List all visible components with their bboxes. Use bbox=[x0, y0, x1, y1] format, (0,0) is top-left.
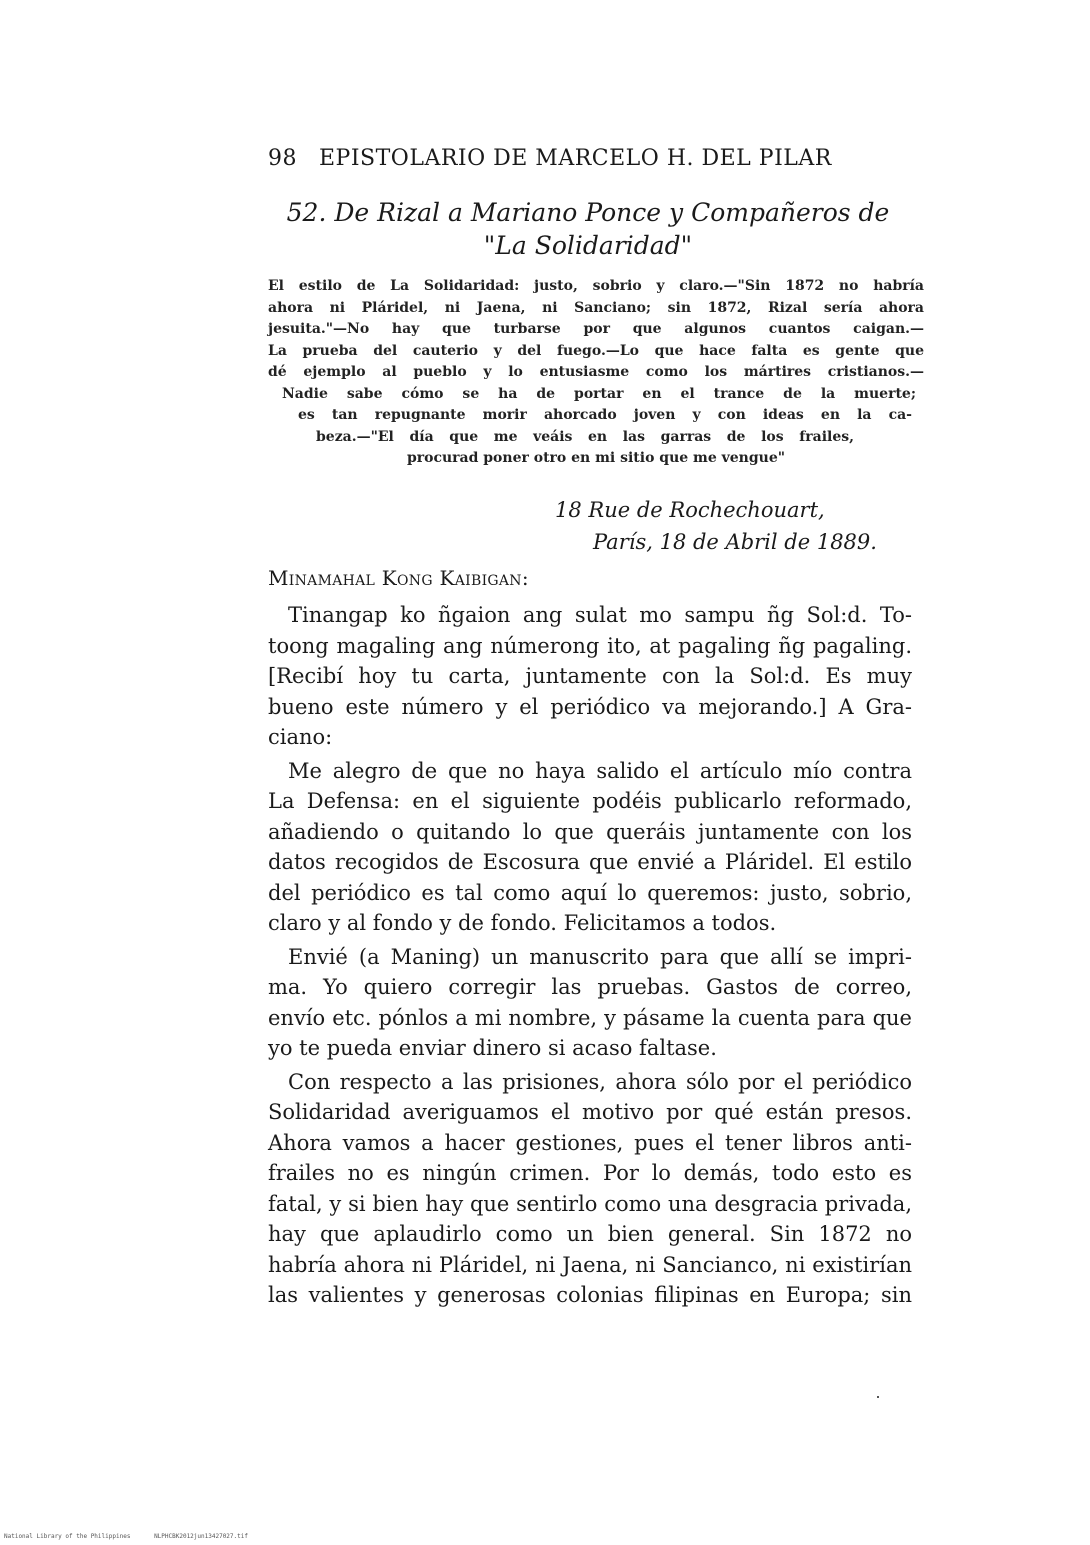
letter-title-line-2: "La Solidaridad" bbox=[483, 231, 693, 260]
body-line: La Defensa: en el siguiente podéis publicarlo reformado, bbox=[268, 789, 912, 813]
body-line: habría ahora ni Pláridel, ni Jaena, ni Sancianco, ni existirían bbox=[268, 1252, 912, 1277]
summary-line: jesuita."—No hay que turbarse por que algunos cuantos caigan.— bbox=[268, 321, 924, 337]
body-line: [Recibí hoy tu carta, juntamente con la Sol:d. Es muy bbox=[268, 664, 912, 688]
letter-address bbox=[555, 494, 895, 558]
letter-title-line-1: 52. De Rizal a Mariano Ponce y Compañeros de bbox=[286, 198, 890, 227]
body-line: añadiendo o quitando lo que queráis juntamente con los bbox=[268, 819, 912, 844]
address-line-1: 18 Rue de Rochechouart, bbox=[555, 498, 825, 522]
summary-line: es tan repugnante morir ahorcado joven y con ideas en la ca- bbox=[298, 407, 912, 423]
body-line: bueno este número y el periódico va mejorando.] A Gra- bbox=[268, 694, 912, 719]
summary-line: dé ejemplo al pueblo y lo entusiasme como los mártires cristianos.— bbox=[268, 364, 924, 380]
footer-library: National Library of the Philippines bbox=[4, 1533, 131, 1540]
letter-title bbox=[268, 196, 908, 262]
footer-file-id: NLPHCBK2012jun13427027.tif bbox=[154, 1533, 248, 1540]
body-line: Envié (a Maning) un manuscrito para que allí se impri- bbox=[288, 944, 912, 969]
scan-speck bbox=[877, 1396, 879, 1398]
body-line: claro y al fondo y de fondo. Felicitamos a todos. bbox=[268, 911, 777, 935]
body-line: yo te pueda enviar dinero si acaso faltase. bbox=[268, 1036, 717, 1060]
body-line: Tinangap ko ñgaion ang sulat mo sampu ñg Sol:d. To- bbox=[288, 603, 912, 627]
body-line: toong magaling ang númerong ito, at pagaling ñg pagaling. bbox=[268, 633, 912, 658]
body-line: ma. Yo quiero corregir las pruebas. Gastos de correo, bbox=[268, 975, 912, 999]
body-line: ciano: bbox=[268, 725, 333, 749]
scan-footer bbox=[4, 1533, 268, 1540]
body-line: frailes no es ningún crimen. Por lo demás, todo esto es bbox=[268, 1161, 912, 1185]
summary-line: ahora ni Pláridel, ni Jaena, ni Sanciano; sin 1872, Rizal sería ahora bbox=[268, 299, 924, 316]
body-line: datos recogidos de Escosura que envié a Pláridel. El estilo bbox=[268, 850, 912, 874]
summary-line: beza.—"El día que me veáis en las garras de los frailes, bbox=[316, 428, 854, 445]
body-line: las valientes y generosas colonias filipinas en Europa; sin bbox=[268, 1283, 912, 1307]
page-number: 98 bbox=[268, 146, 297, 171]
body-line: fatal, y si bien hay que sentirlo como una desgracia privada, bbox=[268, 1191, 912, 1216]
running-title: EPISTOLARIO DE MARCELO H. DEL PILAR bbox=[319, 146, 832, 171]
body-line: del periódico es tal como aquí lo queremos: justo, sobrio, bbox=[268, 880, 912, 905]
summary-line: procurad poner otro en mi sitio que me vengue" bbox=[406, 450, 786, 466]
summary-line: Nadie sabe cómo se ha de portar en el trance de la muerte; bbox=[282, 385, 916, 402]
body-line: Solidaridad averiguamos el motivo por qué están presos. bbox=[268, 1100, 912, 1124]
letter-body bbox=[268, 600, 912, 1311]
running-header bbox=[268, 146, 868, 171]
address-line-2: París, 18 de Abril de 1889. bbox=[593, 530, 877, 554]
body-line: envío etc. pónlos a mi nombre, y pásame la cuenta para que bbox=[268, 1005, 912, 1030]
body-line: Ahora vamos a hacer gestiones, pues el tener libros anti- bbox=[268, 1130, 912, 1155]
body-line: Me alegro de que no haya salido el artículo mío contra bbox=[288, 758, 912, 783]
body-line: Con respecto a las prisiones, ahora sólo por el periódico bbox=[288, 1069, 912, 1094]
letter-summary bbox=[268, 276, 924, 470]
summary-line: La prueba del cauterio y del fuego.—Lo que hace falta es gente que bbox=[268, 342, 924, 359]
salutation: Minamahal Kong Kaibigan: bbox=[268, 566, 529, 590]
summary-line: El estilo de La Solidaridad: justo, sobrio y claro.—"Sin 1872 no habría bbox=[268, 278, 924, 294]
body-line: hay que aplaudirlo como un bien general. Sin 1872 no bbox=[268, 1222, 912, 1246]
